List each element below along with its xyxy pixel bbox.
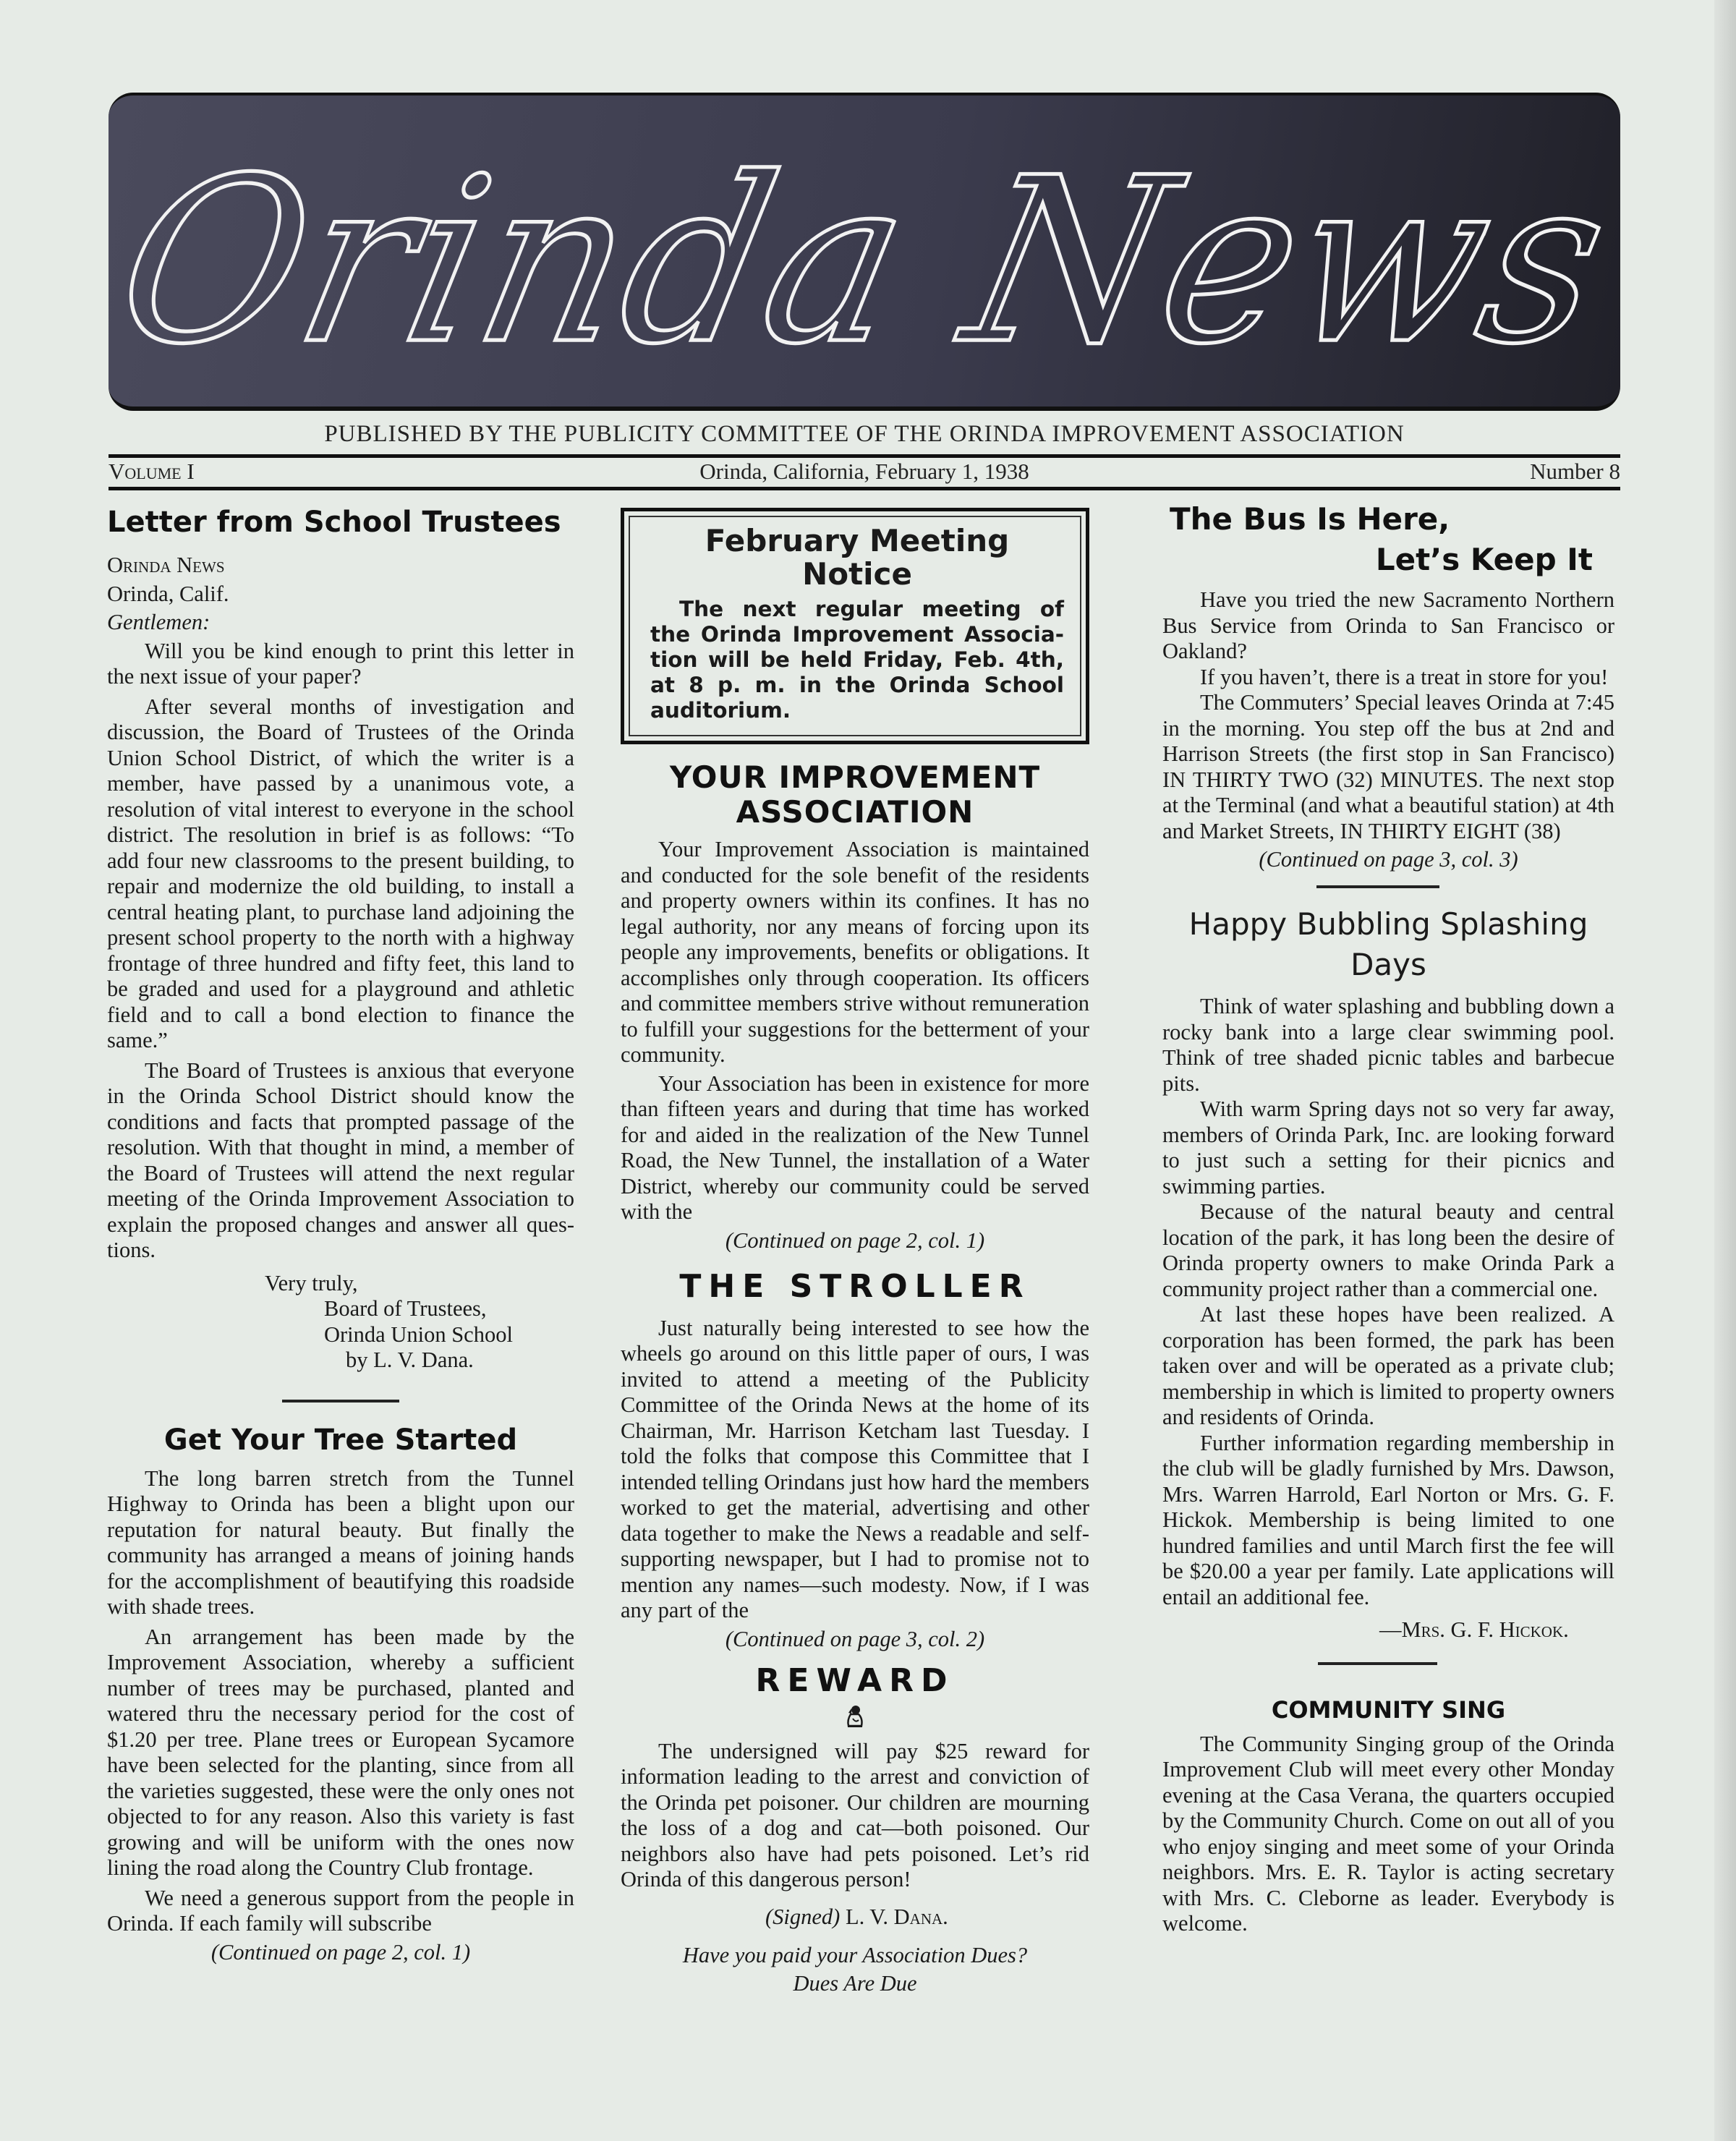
issue-line — [109, 459, 1620, 488]
signed-line — [765, 1904, 1089, 1931]
article-title-line: The Bus Is Here, — [1170, 501, 1450, 537]
paragraph: Just naturally being interested to see how the wheels go around on this little paper of ours, I was invited to attend a meeting of the Publicity Committee of the Orinda News at the home of its Chairman, Mr. Harrison Ketcham last Tuesday. I told the folks that compose this Committee that I intended telling Orindans just how hard the members worked to get the material, advertising and other data together to make the News a readable and self-supporting newspaper, but I had to promise not to mention any names—such modesty. Now, if I was any part of the — [621, 1315, 1089, 1622]
signature-line: Orinda Union School — [324, 1321, 513, 1347]
paragraph: Your Improvement Association is maintained and conducted for the sole benefit of the residents and property owners within its confines. It has no legal authority, nor any means of forcing upon its people any improvements, benefits or obligations. It accomplishes only through cooperation. Its officers and committee members strive without remuneration to fulfill your suggestions for the betterment of your community. — [621, 837, 1089, 1067]
article-happy-bubbling-splashing-days — [1141, 904, 1614, 1643]
continued-link[interactable]: (Continued on page 2, col. 1) — [725, 1227, 985, 1253]
article-community-sing — [1141, 1695, 1614, 1937]
page-edge — [1714, 0, 1736, 2141]
article-reward — [621, 1662, 1089, 1997]
article-get-your-tree-started — [107, 1423, 574, 1965]
column-1 — [107, 499, 574, 1965]
paragraph: If you haven’t, there is a treat in store for you! — [1200, 664, 1609, 689]
paragraph: Think of water splashing and bubbling down a rocky bank into a large clear swimming pool. Think of tree shaded picnic tables and barbecue pits. — [1162, 994, 1614, 1096]
masthead-banner — [98, 93, 1630, 411]
article-title: Happy Bubbling Splashing Days — [1188, 906, 1588, 982]
section-divider — [1316, 885, 1439, 888]
address-line: Orinda News — [107, 553, 225, 577]
article-title-line: Let’s Keep It — [1375, 542, 1593, 577]
meeting-notice-box — [621, 508, 1089, 744]
article-title: REWARD — [755, 1661, 955, 1699]
paragraph: Your Association has been in existence for more than fifteen years and during that time has worked for and aided in the realization of the New Tunnel Road, the New Tunnel, the installation of a Water District, whereby our community could be served with the — [621, 1070, 1089, 1224]
salutation: Gentlemen: — [107, 610, 210, 634]
signature-line: Board of Trustees, — [324, 1296, 487, 1321]
article-title: THE STROLLER — [679, 1267, 1031, 1305]
signature: —Mrs. G. F. Hickok. — [1379, 1617, 1569, 1642]
paragraph: With warm Spring days not so very far away, members of Orinda Park, Inc. are looking forward to just such a setting for their picnics and swimming parties. — [1162, 1097, 1614, 1199]
notice-title: February Meeting Notice — [705, 523, 1010, 592]
paragraph: The Community Singing group of the Orinda Improvement Club will meet every other Monday evening at the Casa Verana, the quarters occupied by the Community Church. Come on out all of you who enjoy singing and meet some of your Orinda neighbors. Mrs. E. R. Taylor is acting secretary with Mrs. C. Cleborne as leader. Everybody is welcome. — [1162, 1731, 1614, 1936]
paragraph: The Commuters’ Special leaves Orinda at 7:45 in the morning. You step off the bus at 2nd and Harrison Streets (the first stop in San Francisco) IN THIRTY TWO (32) MINUTES. The next stop at the Terminal (and what a beautiful station) at 4th and Market Streets, IN THIRTY EIGHT (38) — [1162, 690, 1614, 843]
column-2 — [621, 499, 1089, 1996]
paragraph: At last these hopes have been realized. A corporation has been formed, the park has been taken over and will be operated as a private club; membership in which is limited to property owners and residents of Orinda. — [1162, 1302, 1614, 1429]
continued-link[interactable]: (Continued on page 3, col. 3) — [1259, 847, 1518, 872]
article-title: Letter from School Trustees — [107, 506, 561, 539]
continued-link[interactable]: (Continued on page 2, col. 1) — [210, 1939, 471, 1965]
signed-name: L. V. Dana. — [845, 1904, 948, 1929]
article-title: Get Your Tree Started — [163, 1423, 518, 1457]
notice-body: The next regular meeting of the Orinda Improvement Association will be held Friday, Feb. 4th, at 8 p. m. in the Orinda School auditorium. — [650, 597, 1064, 723]
paragraph: The Board of Trustees is anxious that everyone in the Orinda School District should know the conditions and facts that prompted passage of the resolution. With that thought in mind, a member of the Board of Trustees will attend the next regular meeting of the Orinda Improvement Association to explain the proposed changes and answer all questions. — [107, 1057, 574, 1262]
section-divider — [1318, 1662, 1437, 1665]
paragraph: Have you tried the new Sacramento Northern Bus Service from Orinda to San Francisco or Oakland? — [1162, 587, 1614, 663]
issue-number: Number 8 — [1530, 459, 1620, 484]
paragraph: After several months of investigation and discussion, the Board of Trustees of the Orinda Union School District, of which the writer is a member, have passed by a unanimous vote, a resolution of vital interest to everyone in the school district. The resolution in brief is as follows: “To add four new classrooms to the present building, to repair and modernize the old building, to install a central heating plant, to purchase land adjoining the present school property to the north with a highway frontage of three hundred and fifty feet, this land to be graded and used for a playground and athletic field and to call a bond election to finance the same.” — [107, 694, 574, 1052]
signed-label: (Signed) — [765, 1904, 841, 1929]
article-title: COMMUNITY SING — [1271, 1695, 1506, 1724]
article-the-stroller — [621, 1268, 1089, 1652]
address-line: Orinda, Calif. — [107, 581, 229, 606]
article-your-improvement-association — [621, 760, 1089, 1253]
article-title: YOUR IMPROVEMENT ASSOCIATION — [669, 759, 1041, 830]
dues-line: Dues Are Due — [793, 1971, 917, 1996]
section-divider — [282, 1400, 399, 1402]
paragraph: Because of the natural beauty and central location of the park, it has long been the desire of Orinda property owners to make Orinda Park a community project rather than a commercial one. — [1162, 1199, 1614, 1301]
paragraph: We need a generous support from the people in Orinda. If each family will subscribe — [107, 1885, 574, 1936]
masthead-title: Orinda News — [98, 129, 1630, 394]
divider-rule — [109, 454, 1620, 458]
paragraph: An arrangement has been made by the Improvement Association, whereby a sufficient number of trees may be purchased, planted and watered thru the necessary period for the cost of $1.20 per tree. Plane trees or European Sycamore have been selected for the planting, since from all the varieties suggested, these were the only ones not objected to for any reason. Also this variety is fast growing and will be uniform with the ones now lining the road along the Country Club frontage. — [107, 1624, 574, 1880]
article-letter-from-school-trustees — [107, 505, 574, 1374]
dateline: Orinda, California, February 1, 1938 — [699, 459, 1029, 484]
dues-line: Have you paid your Association Dues? — [682, 1943, 1028, 1967]
paragraph: The long barren stretch from the Tunnel Highway to Orinda has been a blight upon our reputation for natural beauty. But finally the community has arranged a means of joining hands for the accomplishment of beautifying this roadside with shade trees. — [107, 1465, 574, 1619]
paragraph: The undersigned will pay $25 reward for information leading to the arrest and conviction of the Orinda pet poisoner. Our children are mourning the loss of a dog and cat—both poisoned. Our neighbors also have had pets poisoned. Let’s rid Orinda of this dangerous person! — [621, 1738, 1089, 1891]
paragraph: Will you be kind enough to print this letter in the next issue of your paper? — [107, 638, 574, 689]
closing: Very truly, — [265, 1270, 358, 1295]
dog-icon — [844, 1704, 866, 1729]
paragraph: Further information regarding membership in the club will be gladly furnished by Mrs. Dawson, Mrs. Warren Harrold, Earl Norton or Mrs. G. F. Hickok. Membership is being limited to one hundred families and until March first the fee will be $20.00 a year per family. Late applications will entail an additional fee. — [1162, 1430, 1614, 1609]
column-3 — [1141, 499, 1614, 1937]
volume-label: Volume I — [109, 459, 195, 484]
signature-line: by L. V. Dana. — [346, 1348, 474, 1372]
publisher-line: PUBLISHED BY THE PUBLICITY COMMITTEE OF THE ORINDA IMPROVEMENT ASSOCIATION — [324, 421, 1405, 447]
article-the-bus-is-here — [1141, 499, 1614, 872]
continued-link[interactable]: (Continued on page 3, col. 2) — [725, 1626, 985, 1651]
divider-rule — [109, 487, 1620, 490]
